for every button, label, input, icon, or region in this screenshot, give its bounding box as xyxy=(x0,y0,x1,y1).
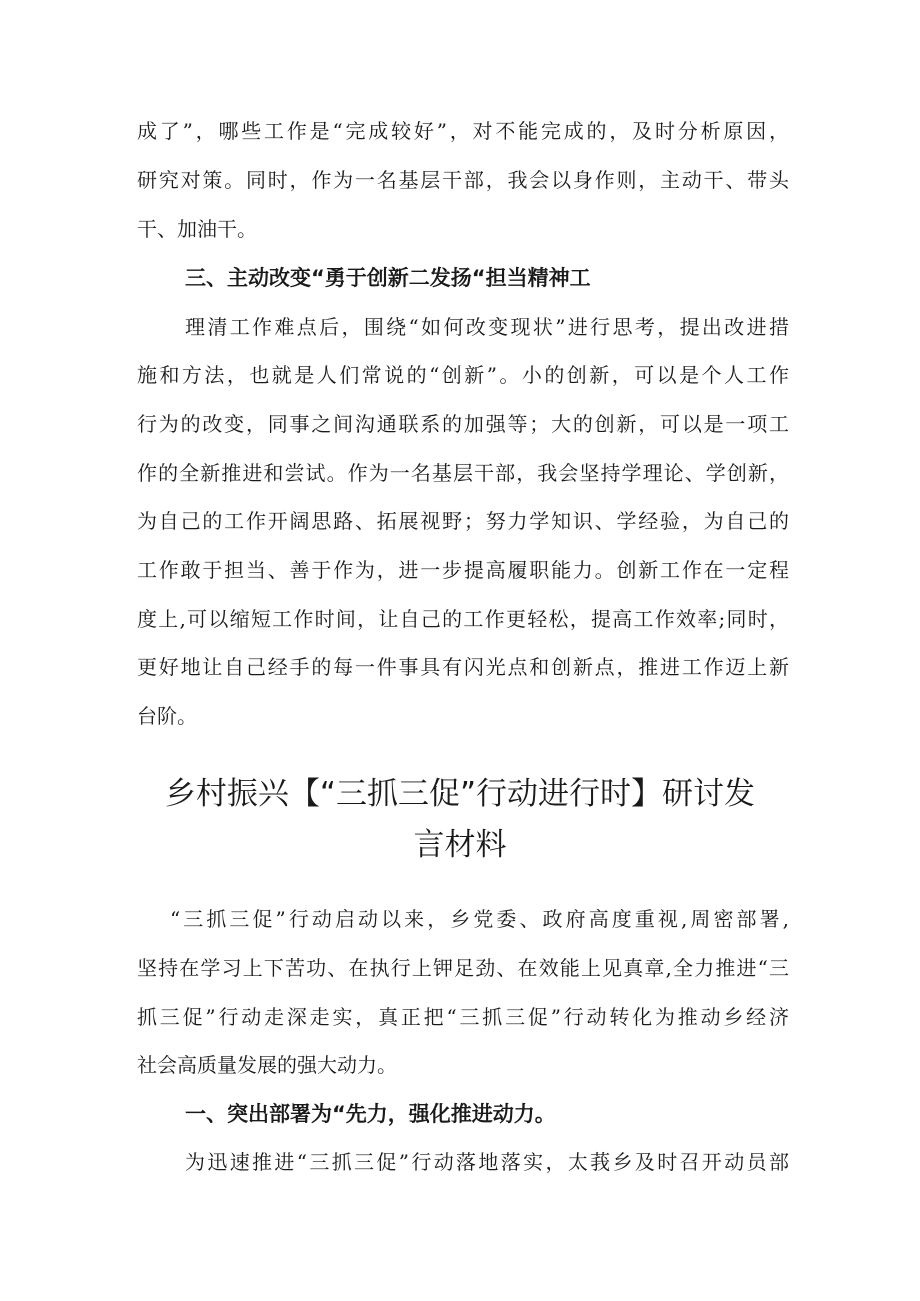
paragraph-line: 作的全新推进和尝试。作为一名基层干部，我会坚持学理论、学创新， xyxy=(137,461,789,485)
paragraph-line: 成了”，哪些工作是“完成较好”，对不能完成的，及时分析原因， xyxy=(137,119,789,143)
paragraph-line: 行为的改变，同事之间沟通联系的加强等；大的创新，可以是一项工 xyxy=(137,412,789,436)
paragraph-line: 更好地让自己经手的每一件事具有闪光点和创新点，推进工作迈上新 xyxy=(137,655,789,679)
paragraph-line: 为迅速推进“三抓三促”行动落地落实，太莪乡及时召开动员部 xyxy=(185,1150,789,1174)
article-title-line2: 言材料 xyxy=(413,827,507,863)
paragraph-line: 研究对策。同时，作为一名基层干部，我会以身作则，主动干、带头 xyxy=(137,168,789,192)
paragraph-line: 干、加油干。 xyxy=(137,217,257,241)
paragraph-line: 台阶。 xyxy=(137,704,197,728)
paragraph-line: 为自己的工作开阔思路、拓展视野；努力学知识、学经验，为自己的 xyxy=(137,509,789,533)
paragraph-line: 社会高质量发展的强大动力。 xyxy=(137,1053,397,1077)
article-title-line1: 乡村振兴【“三抓三促”行动进行时】研讨发 xyxy=(164,776,756,812)
paragraph-line: 理清工作难点后，围绕“如何改变现状”进行思考，提出改进措 xyxy=(185,315,789,339)
paragraph-line: 工作敢于担当、善于作为，进一步提高履职能力。创新工作在一定程 xyxy=(137,558,789,582)
paragraph-line: 施和方法，也就是人们常说的“创新”。小的创新，可以是个人工作 xyxy=(137,363,789,387)
paragraph-line: 抓三促”行动走深走实，真正把“三抓三促”行动转化为推动乡经济 xyxy=(137,1005,789,1029)
section-heading-3: 三、主动改变“勇于创新二发扬“担当精神工 xyxy=(185,266,591,290)
paragraph-line: “三抓三促”行动启动以来，乡党委、政府高度重视,周密部署, xyxy=(170,907,789,931)
paragraph-line: 度上,可以缩短工作时间，让自己的工作更轻松，提高工作效率;同时， xyxy=(137,607,789,631)
section-heading-1: 一、突出部署为“先力，强化推进动力。 xyxy=(185,1102,556,1126)
paragraph-line: 坚持在学习上下苦功、在执行上钾足劲、在效能上见真章,全力推进“三 xyxy=(137,956,789,980)
